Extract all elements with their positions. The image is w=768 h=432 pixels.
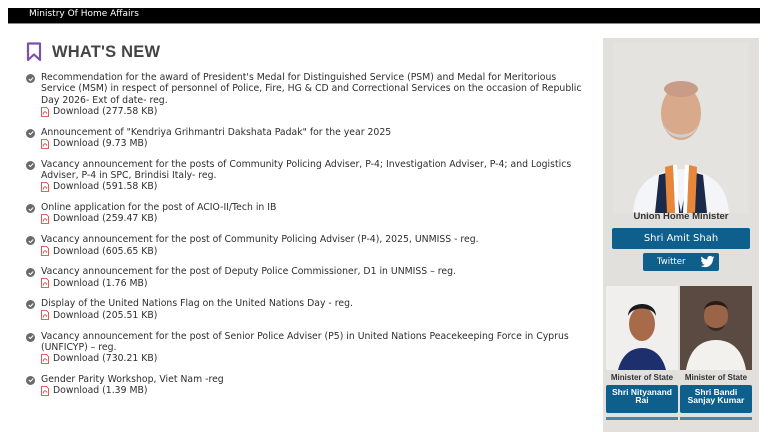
list-item: [26, 202, 588, 225]
download-label[interactable]: Download (605.65 KB): [53, 245, 158, 257]
whats-new-section: [26, 40, 588, 406]
news-link[interactable]: Vacancy announcement for the post of Deputy Police Commissioner, D1 in UNMISS – reg.: [41, 266, 456, 278]
whats-new-heading: [26, 40, 588, 64]
check-circle-icon: [26, 161, 35, 170]
download-label[interactable]: Download (277.58 KB): [53, 105, 158, 117]
download-link[interactable]: [41, 353, 588, 364]
pdf-icon: [41, 278, 49, 288]
twitter-bird-icon: [700, 255, 715, 269]
pdf-icon: [41, 139, 49, 149]
news-link[interactable]: Vacancy announcement for the post of Senior Police Adviser (P5) in United Nations Peacekeeping Force in Cyprus (UNFICYP) – reg.: [41, 330, 569, 353]
minister-photo: [606, 286, 678, 370]
download-label[interactable]: Download (205.51 KB): [53, 309, 158, 321]
download-label[interactable]: Download (591.58 KB): [53, 181, 158, 193]
home-minister-role: Union Home Minister: [633, 211, 729, 222]
pdf-icon: [41, 246, 49, 256]
pdf-icon: [41, 182, 49, 192]
divider: [680, 417, 752, 420]
minister-of-state-card: [606, 286, 678, 420]
home-minister-name-button[interactable]: Shri Amit Shah: [612, 228, 750, 249]
minister-name-button[interactable]: Shri Nityanand Rai: [606, 385, 678, 413]
twitter-button[interactable]: [643, 253, 719, 271]
twitter-label[interactable]: Twitter: [657, 257, 686, 267]
check-circle-icon: [26, 236, 35, 245]
download-link[interactable]: [41, 385, 588, 396]
download-link[interactable]: [41, 278, 588, 289]
list-item: [26, 127, 588, 150]
pdf-icon: [41, 214, 49, 224]
news-link[interactable]: Online application for the post of ACIO-II/Tech in IB: [41, 202, 277, 214]
list-item: [26, 266, 588, 289]
news-link[interactable]: Display of the United Nations Flag on the United Nations Day - reg.: [41, 298, 353, 310]
minister-role: Minister of State: [684, 373, 748, 382]
check-circle-icon: [26, 74, 35, 83]
section-title: WHAT'S NEW: [52, 42, 161, 61]
download-link[interactable]: [41, 181, 588, 192]
download-link[interactable]: [41, 310, 588, 321]
check-circle-icon: [26, 204, 35, 213]
download-label[interactable]: Download (1.39 MB): [53, 385, 148, 397]
top-header-bar: [8, 8, 760, 24]
list-item: [26, 374, 588, 397]
minister-role: Minister of State: [610, 373, 674, 382]
bookmark-icon: [26, 42, 42, 62]
home-minister-photo: [613, 43, 749, 213]
news-link[interactable]: Vacancy announcement for the posts of Community Policing Adviser, P-4; Investigation Adviser, P-4; and Logistics Adviser, P-4 in SPC, Brindisi Italy- reg.: [41, 158, 572, 182]
list-item: [26, 331, 588, 365]
site-title[interactable]: Ministry Of Home Affairs: [29, 9, 139, 19]
list-item: [26, 298, 588, 321]
news-link[interactable]: Vacancy announcement for the post of Community Policing Adviser (P-4), 2025, UNMISS - reg.: [41, 234, 479, 246]
news-link[interactable]: Gender Parity Workshop, Viet Nam -reg: [41, 373, 224, 385]
pdf-icon: [41, 107, 49, 117]
list-item: [26, 72, 588, 117]
download-link[interactable]: [41, 246, 588, 257]
download-link[interactable]: [41, 213, 588, 224]
download-label[interactable]: Download (1.76 MB): [53, 277, 148, 289]
check-circle-icon: [26, 333, 35, 342]
pdf-icon: [41, 310, 49, 320]
minister-name-button[interactable]: Shri Bandi Sanjay Kumar: [680, 385, 752, 413]
check-circle-icon: [26, 129, 35, 138]
news-link[interactable]: Recommendation for the award of President's Medal for Distinguished Service (PSM) and Medal for Meritorious Service (MSM) in respect of personnel of Police, Fire, HG & CD and Correctional Services on the occasion of Republic Day 2026- Ext of date- reg.: [41, 72, 582, 106]
download-label[interactable]: Download (259.47 KB): [53, 213, 158, 225]
check-circle-icon: [26, 300, 35, 309]
list-item: [26, 159, 588, 193]
pdf-icon: [41, 386, 49, 396]
ministers-sidebar: [603, 38, 759, 432]
pdf-icon: [41, 354, 49, 364]
download-link[interactable]: [41, 138, 588, 149]
download-label[interactable]: Download (9.73 MB): [53, 137, 148, 149]
check-circle-icon: [26, 376, 35, 385]
minister-photo: [680, 286, 752, 370]
download-link[interactable]: [41, 106, 588, 117]
minister-of-state-card: [680, 286, 752, 420]
news-link[interactable]: Announcement of "Kendriya Grihmantri Dakshata Padak" for the year 2025: [41, 126, 392, 138]
download-label[interactable]: Download (730.21 KB): [53, 353, 158, 365]
divider: [606, 417, 678, 420]
list-item: [26, 234, 588, 257]
check-circle-icon: [26, 268, 35, 277]
news-list: [26, 72, 588, 397]
